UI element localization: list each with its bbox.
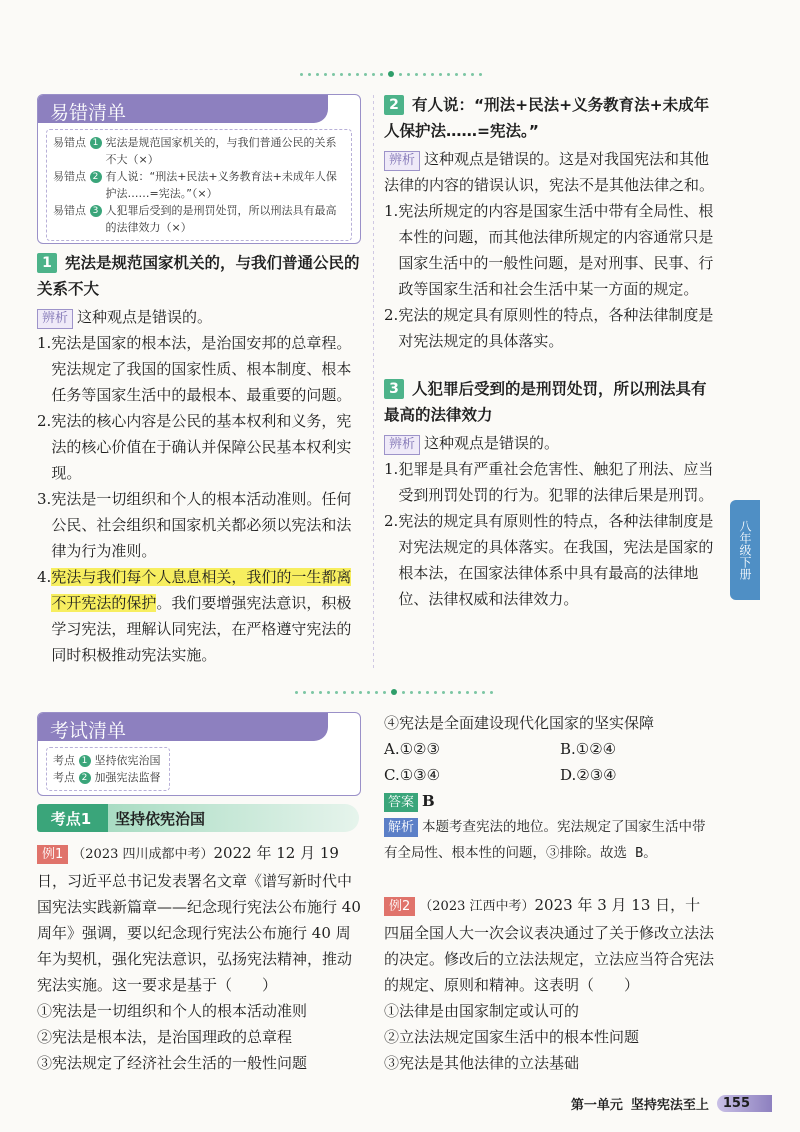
highlighted-text: 宪法与我们每个人息息相关，我们的一生都离不开宪法的保护 (51, 568, 352, 612)
option: ①宪法是一切组织和个人的根本活动准则 (37, 1002, 308, 1020)
list-item: 1. 犯罪是具有严重社会危害性、触犯了刑法、应当受到刑罚处罚的行为。犯罪的法律后果是刑罚。 (384, 460, 714, 504)
page-number: 155 (717, 1095, 772, 1112)
analysis-tag: 辨析 (384, 151, 420, 171)
exam-point-1-header: 考点1 坚持依宪治国 (37, 804, 359, 832)
option: ②立法法规定国家生活中的根本性问题 (384, 1028, 640, 1046)
option: ③宪法规定了经济社会生活的一般性问题 (37, 1054, 308, 1072)
example-1-tag: 例1 (37, 845, 68, 864)
choice-b[interactable]: B.①②④ (560, 740, 617, 758)
option: ②宪法是根本法，是治国理政的总章程 (37, 1028, 293, 1046)
error-point: 易错点 1 宪法是规范国家机关的，与我们普通公民的关系不大（×） (53, 136, 337, 166)
unit-label: 第一单元 (570, 1098, 623, 1113)
grade-side-tab[interactable]: 八年级下册 (730, 500, 760, 600)
list-item: 3. 宪法是一切组织和个人的根本活动准则。任何公民、社会组织和国家机关都必须以宪法和法律为行为准则。 (37, 490, 352, 560)
error-list-box (37, 94, 361, 244)
error-list-title: 易错清单 (38, 95, 328, 123)
exam-point: 考点 2 加强宪法监督 (53, 771, 161, 784)
list-item: 1. 宪法是国家的根本法，是治国安邦的总章程。宪法规定了我国的国家性质、根本制度、根本任务等国家生活中的最根本、最重要的问题。 (37, 334, 352, 404)
analysis-tag: 辨析 (384, 435, 420, 455)
list-item: 2. 宪法的规定具有原则性的特点，各种法律制度是对宪法规定的具体落实。 (384, 306, 714, 350)
list-item: 1. 宪法所规定的内容是国家生活中带有全局性、根本性的问题，而其他法律所规定的内容通常只是国家生活中的一般性问题，是对刑事、民事、行政等国家生活和社会生活中某一方面的规定。 (384, 202, 714, 298)
middle-separator (295, 688, 493, 696)
question-3: 3 人犯罪后受到的是刑罚处罚，所以刑法具有最高的法律效力 辨析 这种观点是错误的。 1. 犯罪是具有严重社会危害性、触犯了刑法、应当受到刑罚处罚的行为。犯罪的法律后果是刑罚。 2. 宪法的规定具有原则性的特点，各种法律制度是对宪法规定的具体落实。在我国，宪法是国家的根本法，在国家法律体系中具有最高的法律地位、法律权威和法律效力。 (384, 376, 714, 612)
example-1: 例1 （2023 四川成都中考）2022 年 12 月 19 日，习近平总书记发表署名文章《谱写新时代中国宪法实践新篇章——纪念现行宪法公布施行 40 周年》强调，要以纪念现行宪法公布施行 40 周年为契机，强化宪法意识，弘扬宪法精神，推动宪法实施。这一要求是基于（ ） ①宪法是一切组织和个人的根本活动准则 ②宪法是根本法，是治国理政的总章程 ③宪法规定了经济社会生活的一般性问题 (37, 840, 363, 1076)
question-1-title: 1 宪法是规范国家机关的，与我们普通公民的关系不大 (37, 254, 360, 298)
option: ④宪法是全面建设现代化国家的坚实保障 (384, 714, 655, 732)
example-2: 例2 （2023 江西中考）2023 年 3 月 13 日，十四届全国人大一次会议表决通过了关于修改立法法的决定。修改后的立法法规定，立法应当符合宪法的规定、原则和精神。这表明（ ） ①法律是由国家制定或认可的 ②立法法规定国家生活中的根本性问题 ③宪法是其他法律的立法基础 (384, 892, 714, 1076)
example-1-continued: ④宪法是全面建设现代化国家的坚实保障 A.①②③ B.①②④ C.①③④ D.②③④ 答案 B 解析 本题考查宪法的地位。宪法规定了国家生活中带有全局性、根本性的问题，③排除。故选 B。 (384, 710, 714, 866)
list-item: 4. 宪法与我们每个人息息相关，我们的一生都离不开宪法的保护。我们要增强宪法意识，积极学习宪法，理解认同宪法，在严格遵守宪法的同时积极推动宪法实施。 (37, 568, 352, 664)
option: ①法律是由国家制定或认可的 (384, 1002, 580, 1020)
error-point: 易错点 2 有人说：“刑法+民法+义务教育法+未成年人保护法……=宪法。”（×） (53, 170, 337, 200)
page-footer (571, 1094, 772, 1113)
exam-list-body (46, 747, 170, 791)
list-item: 2. 宪法的核心内容是公民的基本权利和义务，宪法的核心价值在于确认并保障公民基本权利实现。 (37, 412, 352, 482)
top-separator (300, 70, 482, 78)
error-point: 易错点 3 人犯罪后受到的是刑罚处罚，所以刑法具有最高的法律效力（×） (53, 204, 337, 234)
choice-c[interactable]: C.①③④ (384, 766, 441, 784)
error-list-body (46, 129, 352, 241)
analysis-tag: 辨析 (37, 309, 73, 329)
exam-list-title: 考试清单 (38, 713, 328, 741)
exam-list-box (37, 712, 361, 796)
answer-tag: 答案 (384, 793, 418, 812)
question-2-title: 2 有人说：“刑法+民法+义务教育法+未成年人保护法……=宪法。” (384, 96, 710, 140)
exam-point: 考点 1 坚持依宪治国 (53, 754, 161, 767)
list-item: 2. 宪法的规定具有原则性的特点，各种法律制度是对宪法规定的具体落实。在我国，宪法是国家的根本法，在国家法律体系中具有最高的法律地位、法律权威和法律效力。 (384, 512, 714, 608)
question-3-title: 3 人犯罪后受到的是刑罚处罚，所以刑法具有最高的法律效力 (384, 380, 707, 424)
unit-title: 坚持宪法至上 (630, 1098, 709, 1113)
choice-a[interactable]: A.①②③ (384, 740, 440, 758)
analysis-label: 解析 (384, 818, 418, 837)
question-1: 1 宪法是规范国家机关的，与我们普通公民的关系不大 辨析 这种观点是错误的。 1. 宪法是国家的根本法，是治国安邦的总章程。宪法规定了我国的国家性质、根本制度、根本任务等国家生活中的最根本、最重要的问题。 2. 宪法的核心内容是公民的基本权利和义务，宪法的核心价值在于确认并保障公民基本权利实现。 3. 宪法是一切组织和个人的根本活动准则。任何公民、社会组织和国家机关都必须以宪法和法律为行为准则。 4. 宪法与我们每个人息息相关，我们的一生都离不开宪法的保护。我们要增强宪法意识，积极学习宪法，理解认同宪法，在严格遵守宪法的同时积极推动宪法实施。 (37, 250, 363, 668)
option: ③宪法是其他法律的立法基础 (384, 1054, 580, 1072)
choice-d[interactable]: D.②③④ (560, 766, 617, 784)
question-2: 2 有人说：“刑法+民法+义务教育法+未成年人保护法……=宪法。” 辨析 这种观点是错误的。这是对我国宪法和其他法律的内容的错误认识，宪法不是其他法律之和。 1. 宪法所规定的内容是国家生活中带有全局性、根本性的问题，而其他法律所规定的内容通常只是国家生活中的一般性问题，是对刑事、民事、行政等国家生活和社会生活中某一方面的规定。 2. 宪法的规定具有原则性的特点，各种法律制度是对宪法规定的具体落实。 (384, 92, 714, 354)
answer-value: B (422, 792, 435, 810)
column-divider (373, 95, 374, 670)
example-2-tag: 例2 (384, 897, 415, 916)
